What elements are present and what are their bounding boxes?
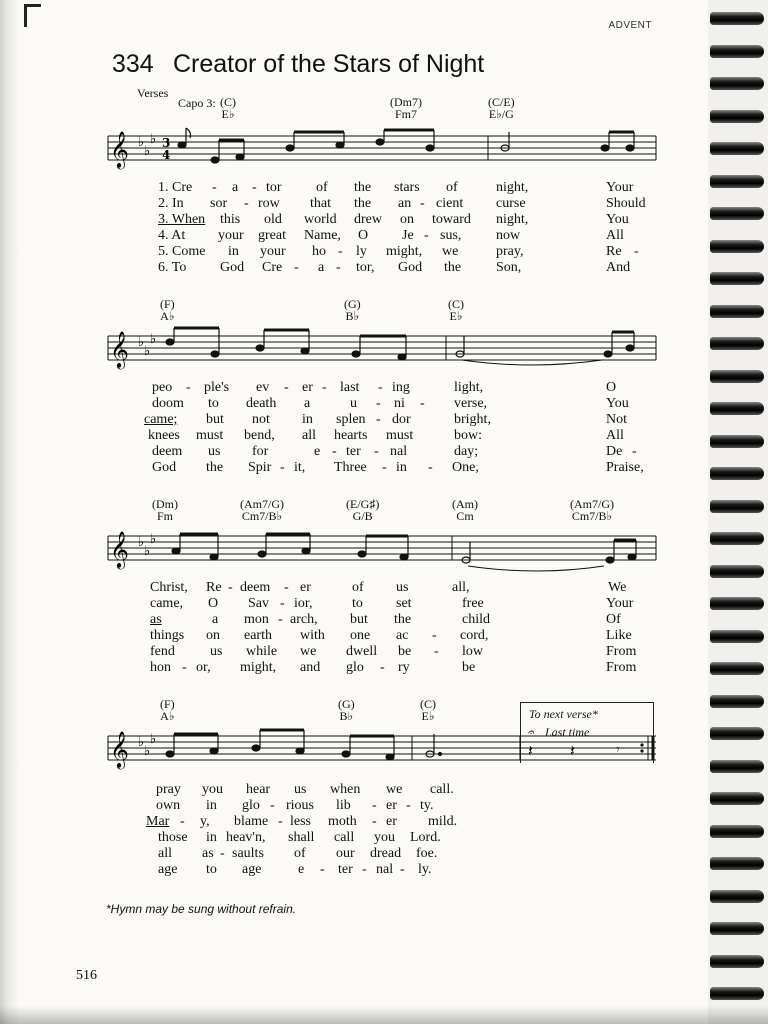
- spiral-ring: [710, 532, 764, 545]
- chord-symbol: (E/G♯) G/B: [346, 497, 380, 523]
- spiral-ring: [710, 142, 764, 155]
- page-edge: [0, 0, 18, 1024]
- flat-icon: ♭: [138, 135, 145, 150]
- spiral-binding: [708, 0, 768, 1024]
- svg-text:4: 4: [162, 148, 171, 162]
- chord-symbol: (F) A♭: [160, 297, 175, 323]
- page-corner-mark: [24, 4, 41, 27]
- verse-6-lyric: 6. To: [158, 260, 187, 275]
- spiral-ring: [710, 825, 764, 838]
- chord-symbol: (Am7/G) Cm7/B♭: [570, 497, 614, 523]
- spiral-ring: [710, 77, 764, 90]
- chord-symbol: (G) B♭: [344, 297, 361, 323]
- hymn-number: 334: [112, 50, 154, 78]
- fermata-icon: 𝄐: [527, 725, 534, 739]
- treble-clef-icon: 𝄞: [110, 730, 129, 768]
- hymn-title: Creator of the Stars of Night: [173, 50, 485, 78]
- spiral-ring: [710, 370, 764, 383]
- chord-symbol: (C/E) E♭/G: [488, 95, 515, 121]
- spiral-ring: [710, 955, 764, 968]
- spiral-ring: [710, 272, 764, 285]
- spiral-ring: [710, 12, 764, 25]
- spiral-ring: [710, 922, 764, 935]
- spiral-ring: [710, 175, 764, 188]
- spiral-ring: [710, 500, 764, 513]
- eighth-rest-icon: 𝄾: [616, 742, 620, 758]
- chord-symbol: (G) B♭: [338, 697, 355, 723]
- svg-text:♭: ♭: [144, 744, 151, 759]
- spiral-ring: [710, 727, 764, 740]
- verse-3-lyric: 3. When: [158, 212, 206, 227]
- spiral-ring: [710, 630, 764, 643]
- spiral-ring: [710, 110, 764, 123]
- chord-symbol: (Am7/G) Cm7/B♭: [240, 497, 284, 523]
- svg-text:♭: ♭: [150, 132, 157, 147]
- treble-clef-icon: 𝄞: [110, 530, 129, 568]
- spiral-ring: [710, 695, 764, 708]
- chord-symbol: (Am) Cm: [452, 497, 478, 523]
- verse-5-lyric: 5. Come: [158, 244, 206, 259]
- verses-label: Verses: [137, 86, 169, 100]
- section-heading: ADVENT: [608, 20, 652, 31]
- treble-clef-icon: 𝄞: [110, 130, 129, 168]
- spiral-ring: [710, 760, 764, 773]
- chord-symbol: (Dm7) Fm7: [390, 95, 422, 121]
- spiral-ring: [710, 305, 764, 318]
- next-verse-note: To next verse*: [529, 707, 598, 721]
- quarter-rest-icon: 𝄽: [570, 741, 575, 760]
- svg-text:♭: ♭: [150, 732, 157, 747]
- music-staff-4: [100, 720, 660, 790]
- page-shadow: [0, 1006, 768, 1024]
- capo-label: Capo 3:: [178, 96, 216, 110]
- spiral-ring: [710, 597, 764, 610]
- verse-4-lyric: 4. At: [158, 228, 186, 243]
- spiral-ring: [710, 435, 764, 448]
- verse-1-lyric: 1. Cre: [158, 180, 193, 195]
- chord-symbol: (C) E♭: [220, 95, 236, 121]
- svg-text:♭: ♭: [150, 332, 157, 347]
- quarter-rest-icon: 𝄽: [528, 741, 533, 760]
- last-time-note: Last time: [545, 725, 590, 739]
- repeat-dots: [640, 743, 643, 746]
- spiral-ring: [710, 792, 764, 805]
- footnote: *Hymn may be sung without refrain.: [106, 902, 297, 916]
- spiral-ring: [710, 890, 764, 903]
- chord-symbol: (C) E♭: [420, 697, 436, 723]
- flat-icon: ♭: [138, 735, 145, 750]
- chord-symbol: (C) E♭: [448, 297, 464, 323]
- spiral-ring: [710, 240, 764, 253]
- svg-text:♭: ♭: [150, 532, 157, 547]
- page-number: 516: [76, 968, 97, 983]
- chord-symbol: (Dm) Fm: [152, 497, 178, 523]
- spiral-ring: [710, 565, 764, 578]
- svg-text:♭: ♭: [144, 344, 151, 359]
- verse-2-lyric: 2. In: [158, 196, 184, 211]
- spiral-ring: [710, 207, 764, 220]
- flat-icon: ♭: [138, 335, 145, 350]
- chord-symbol: (F) A♭: [160, 697, 175, 723]
- treble-clef-icon: 𝄞: [110, 330, 129, 368]
- svg-text:♭: ♭: [144, 144, 151, 159]
- spiral-ring: [710, 857, 764, 870]
- spiral-ring: [710, 662, 764, 675]
- spiral-ring: [710, 467, 764, 480]
- spiral-ring: [710, 987, 764, 1000]
- spiral-ring: [710, 337, 764, 350]
- svg-text:♭: ♭: [144, 544, 151, 559]
- time-signature: 3: [162, 136, 171, 150]
- flat-icon: ♭: [138, 535, 145, 550]
- spiral-ring: [710, 402, 764, 415]
- spiral-ring: [710, 45, 764, 58]
